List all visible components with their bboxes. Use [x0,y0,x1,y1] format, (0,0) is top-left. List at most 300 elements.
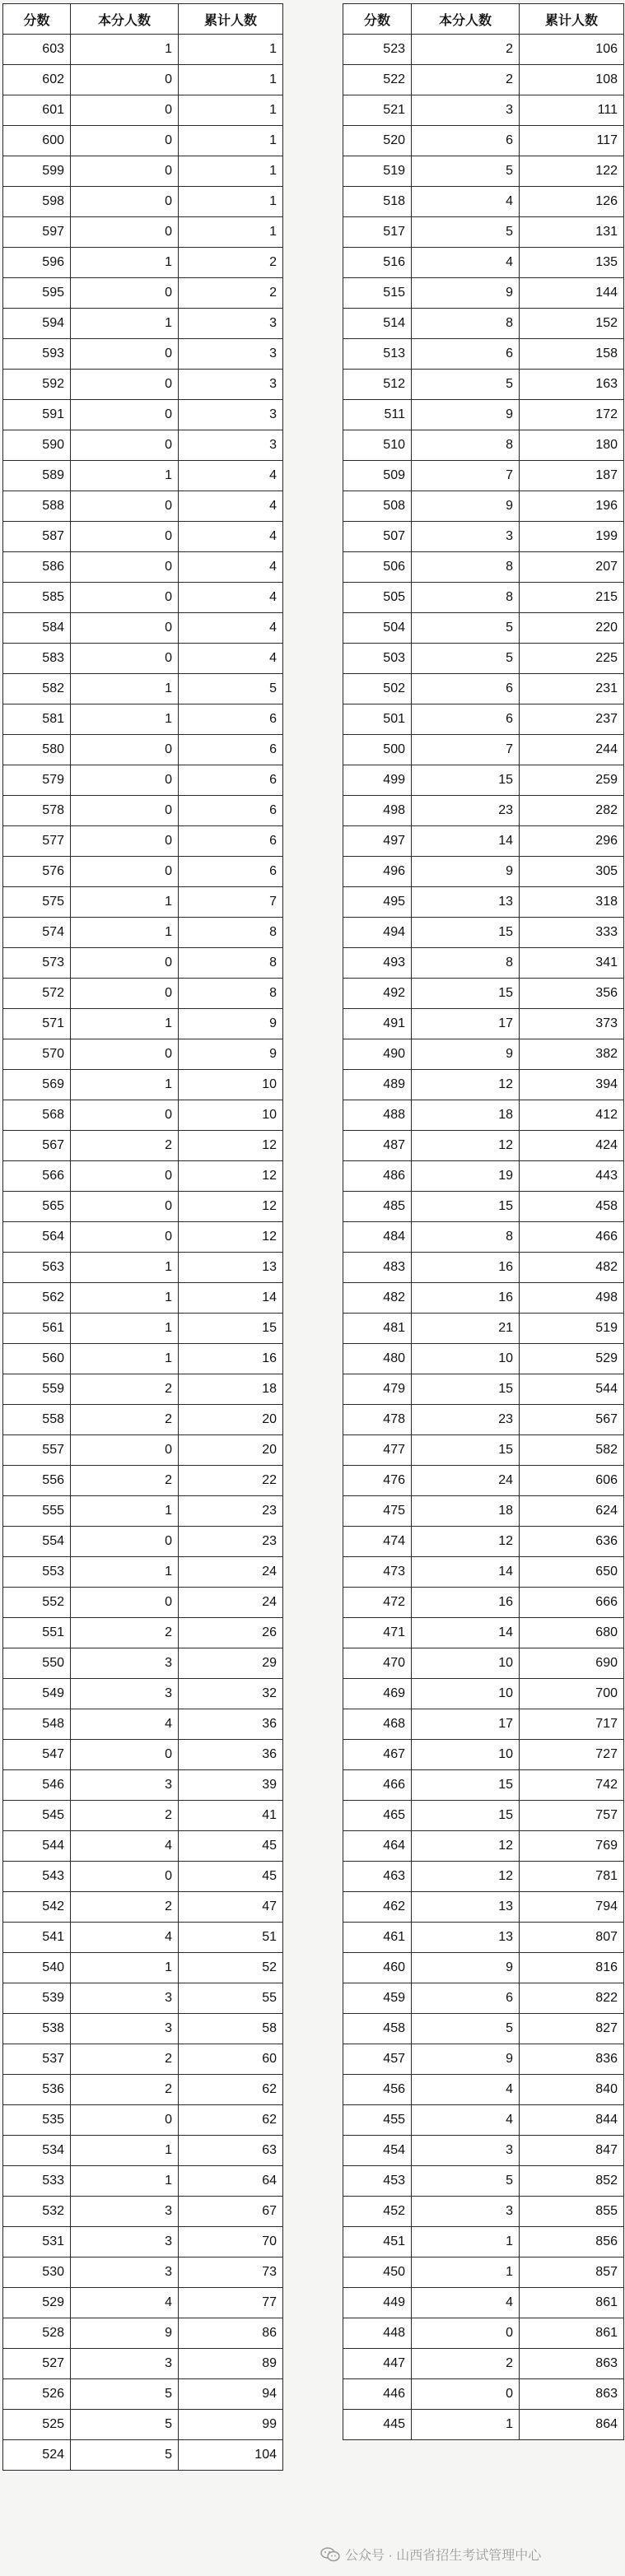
cell-score: 579 [3,765,71,796]
cell-count: 16 [412,1253,520,1283]
table-row [3,370,283,400]
cell-score: 589 [3,461,71,491]
table-row [3,156,283,187]
cell-count: 6 [412,674,520,704]
table-row [3,1496,283,1527]
cell-score: 454 [343,2136,412,2166]
cell-cumulative: 1 [179,217,283,248]
table-row [343,309,624,339]
cell-cumulative: 6 [179,735,283,765]
cell-score: 549 [3,1679,71,1709]
cell-score: 523 [343,35,412,65]
cell-cumulative: 12 [179,1161,283,1192]
cell-cumulative: 2 [179,248,283,278]
cell-score: 486 [343,1161,412,1192]
cell-score: 597 [3,217,71,248]
cell-count: 9 [412,491,520,522]
cell-score: 564 [3,1222,71,1253]
cell-score: 555 [3,1496,71,1527]
cell-count: 23 [412,796,520,826]
table-row [343,2105,624,2136]
cell-cumulative: 1 [179,95,283,126]
cell-cumulative: 305 [520,857,624,887]
table-row [343,918,624,948]
cell-count: 5 [412,644,520,674]
cell-score: 544 [3,1831,71,1862]
cell-score: 576 [3,857,71,887]
cell-count: 8 [412,1222,520,1253]
cell-count: 2 [71,1618,179,1648]
cell-cumulative: 135 [520,248,624,278]
cell-score: 594 [3,309,71,339]
cell-cumulative: 8 [179,948,283,979]
cell-score: 578 [3,796,71,826]
cell-count: 1 [71,248,179,278]
table-row [3,461,283,491]
cell-score: 577 [3,826,71,857]
cell-count: 0 [71,735,179,765]
cell-count: 16 [412,1588,520,1618]
table-row [343,2318,624,2349]
cell-count: 14 [412,1557,520,1588]
cell-count: 6 [412,704,520,735]
cell-score: 485 [343,1192,412,1222]
cell-cumulative: 16 [179,1344,283,1374]
table-row [3,1709,283,1740]
cell-cumulative: 727 [520,1740,624,1770]
cell-cumulative: 6 [179,704,283,735]
table-row [3,735,283,765]
cell-cumulative: 26 [179,1618,283,1648]
cell-cumulative: 231 [520,674,624,704]
column-header-score: 分数 [343,4,412,35]
cell-score: 472 [343,1588,412,1618]
table-row [3,2410,283,2440]
cell-count: 10 [412,1679,520,1709]
cell-cumulative: 67 [179,2197,283,2227]
table-row [3,704,283,735]
column-header-count: 本分人数 [412,4,520,35]
cell-cumulative: 23 [179,1527,283,1557]
cell-cumulative: 466 [520,1222,624,1253]
table-row [3,1679,283,1709]
cell-score: 505 [343,583,412,613]
cell-cumulative: 10 [179,1100,283,1131]
cell-score: 558 [3,1405,71,1435]
cell-count: 0 [71,613,179,644]
cell-count: 3 [71,1770,179,1801]
cell-count: 10 [412,1740,520,1770]
cell-cumulative: 20 [179,1405,283,1435]
cell-cumulative: 742 [520,1770,624,1801]
cell-cumulative: 836 [520,2044,624,2075]
cell-count: 0 [71,979,179,1009]
cell-count: 0 [71,217,179,248]
cell-score: 581 [3,704,71,735]
cell-count: 3 [71,1648,179,1679]
cell-score: 450 [343,2257,412,2288]
table-row [3,1009,283,1039]
cell-count: 9 [412,1953,520,1983]
cell-count: 0 [71,583,179,613]
cell-cumulative: 781 [520,1862,624,1892]
cell-count: 0 [71,370,179,400]
cell-score: 573 [3,948,71,979]
cell-cumulative: 822 [520,1983,624,2014]
cell-count: 10 [412,1344,520,1374]
cell-count: 15 [412,1801,520,1831]
cell-cumulative: 4 [179,583,283,613]
cell-score: 470 [343,1648,412,1679]
table-row [3,1435,283,1466]
cell-count: 6 [412,1983,520,2014]
cell-cumulative: 6 [179,857,283,887]
cell-score: 496 [343,857,412,887]
cell-count: 6 [412,126,520,156]
table-row [3,217,283,248]
cell-count: 1 [71,309,179,339]
table-row [343,1161,624,1192]
cell-cumulative: 60 [179,2044,283,2075]
cell-cumulative: 77 [179,2288,283,2318]
cell-cumulative: 856 [520,2227,624,2257]
cell-score: 552 [3,1588,71,1618]
cell-score: 512 [343,370,412,400]
cell-count: 6 [412,339,520,370]
table-row [343,1283,624,1314]
cell-cumulative: 282 [520,796,624,826]
table-row [3,979,283,1009]
cell-count: 12 [412,1862,520,1892]
cell-cumulative: 207 [520,552,624,583]
cell-score: 593 [3,339,71,370]
cell-cumulative: 412 [520,1100,624,1131]
cell-score: 479 [343,1374,412,1405]
cell-score: 447 [343,2349,412,2379]
cell-cumulative: 14 [179,1283,283,1314]
cell-cumulative: 757 [520,1801,624,1831]
cell-score: 471 [343,1618,412,1648]
table-row [3,278,283,309]
cell-cumulative: 3 [179,339,283,370]
cell-cumulative: 519 [520,1314,624,1344]
cell-score: 446 [343,2379,412,2410]
cell-score: 546 [3,1770,71,1801]
cell-score: 582 [3,674,71,704]
cell-cumulative: 131 [520,217,624,248]
cell-cumulative: 341 [520,948,624,979]
cell-count: 4 [412,187,520,217]
table-row [3,826,283,857]
table-row [343,1801,624,1831]
cell-count: 2 [71,2075,179,2105]
cell-count: 3 [412,95,520,126]
cell-count: 1 [71,887,179,918]
cell-cumulative: 8 [179,918,283,948]
table-row [343,735,624,765]
table-row [3,1648,283,1679]
cell-count: 3 [71,2349,179,2379]
score-table-left [2,3,283,2471]
cell-count: 17 [412,1709,520,1740]
cell-cumulative: 15 [179,1314,283,1344]
cell-count: 4 [71,1831,179,1862]
cell-count: 0 [71,156,179,187]
cell-score: 467 [343,1740,412,1770]
cell-score: 461 [343,1923,412,1953]
table-row [343,370,624,400]
table-row [343,187,624,217]
table-row [3,2379,283,2410]
cell-cumulative: 458 [520,1192,624,1222]
table-row [343,765,624,796]
cell-score: 452 [343,2197,412,2227]
table-row [3,1222,283,1253]
cell-score: 509 [343,461,412,491]
cell-cumulative: 122 [520,156,624,187]
cell-score: 448 [343,2318,412,2349]
cell-score: 460 [343,1953,412,1983]
cell-cumulative: 857 [520,2257,624,2288]
cell-score: 571 [3,1009,71,1039]
cell-cumulative: 47 [179,1892,283,1923]
cell-score: 520 [343,126,412,156]
cell-count: 9 [412,400,520,430]
cell-count: 1 [71,1496,179,1527]
cell-score: 514 [343,309,412,339]
cell-cumulative: 220 [520,613,624,644]
cell-count: 0 [71,1222,179,1253]
cell-score: 480 [343,1344,412,1374]
cell-score: 591 [3,400,71,430]
cell-count: 0 [71,95,179,126]
cell-cumulative: 807 [520,1923,624,1953]
cell-cumulative: 861 [520,2318,624,2349]
cell-cumulative: 64 [179,2166,283,2197]
cell-count: 1 [71,1557,179,1588]
cell-cumulative: 1 [179,156,283,187]
cell-count: 5 [412,217,520,248]
cell-cumulative: 163 [520,370,624,400]
cell-count: 9 [412,2044,520,2075]
cell-score: 475 [343,1496,412,1527]
cell-score: 554 [3,1527,71,1557]
cell-score: 474 [343,1527,412,1557]
cell-cumulative: 717 [520,1709,624,1740]
column-header-cumulative: 累计人数 [520,4,624,35]
cell-score: 528 [3,2318,71,2349]
cell-count: 12 [412,1131,520,1161]
table-row [3,2349,283,2379]
cell-count: 5 [412,2166,520,2197]
cell-score: 510 [343,430,412,461]
cell-score: 494 [343,918,412,948]
cell-score: 453 [343,2166,412,2197]
cell-count: 5 [71,2440,179,2471]
table-row [3,1740,283,1770]
column-header-cumulative: 累计人数 [179,4,283,35]
table-row [343,1983,624,2014]
cell-cumulative: 86 [179,2318,283,2349]
cell-count: 13 [412,887,520,918]
cell-count: 1 [71,1953,179,1983]
cell-cumulative: 24 [179,1588,283,1618]
cell-count: 21 [412,1314,520,1344]
cell-count: 1 [71,1070,179,1100]
table-row [343,2349,624,2379]
cell-count: 1 [71,1314,179,1344]
table-row [343,1496,624,1527]
cell-cumulative: 3 [179,309,283,339]
cell-cumulative: 3 [179,400,283,430]
cell-score: 459 [343,1983,412,2014]
cell-cumulative: 794 [520,1892,624,1923]
cell-cumulative: 3 [179,430,283,461]
cell-cumulative: 108 [520,65,624,95]
table-row [343,796,624,826]
table-row [3,2014,283,2044]
cell-score: 511 [343,400,412,430]
table-row [3,35,283,65]
cell-cumulative: 333 [520,918,624,948]
cell-score: 507 [343,522,412,552]
cell-cumulative: 840 [520,2075,624,2105]
table-row [3,1192,283,1222]
cell-cumulative: 498 [520,1283,624,1314]
cell-count: 16 [412,1283,520,1314]
cell-cumulative: 196 [520,491,624,522]
cell-score: 585 [3,583,71,613]
cell-score: 538 [3,2014,71,2044]
cell-count: 0 [71,1740,179,1770]
watermark-text: 公众号 · 山西省招生考试管理中心 [345,2549,542,2563]
table-row [343,1039,624,1070]
table-row [343,1070,624,1100]
cell-score: 574 [3,918,71,948]
table-row [343,2166,624,2197]
table-row [343,1435,624,1466]
cell-cumulative: 1 [179,126,283,156]
table-row [343,1588,624,1618]
cell-score: 547 [3,1740,71,1770]
table-row [3,1283,283,1314]
cell-count: 0 [71,1588,179,1618]
cell-count: 3 [412,522,520,552]
table-row [343,2410,624,2440]
cell-score: 551 [3,1618,71,1648]
cell-cumulative: 259 [520,765,624,796]
cell-score: 487 [343,1131,412,1161]
cell-score: 563 [3,1253,71,1283]
cell-cumulative: 847 [520,2136,624,2166]
table-row [343,248,624,278]
cell-cumulative: 144 [520,278,624,309]
cell-cumulative: 29 [179,1648,283,1679]
cell-count: 1 [71,1344,179,1374]
cell-count: 2 [71,1892,179,1923]
table-row [343,1222,624,1253]
cell-score: 601 [3,95,71,126]
cell-cumulative: 52 [179,1953,283,1983]
cell-score: 502 [343,674,412,704]
table-row [343,674,624,704]
cell-count: 15 [412,765,520,796]
cell-cumulative: 39 [179,1770,283,1801]
cell-cumulative: 13 [179,1253,283,1283]
cell-count: 5 [412,370,520,400]
cell-cumulative: 864 [520,2410,624,2440]
cell-count: 4 [412,2288,520,2318]
cell-count: 0 [71,857,179,887]
table-row [343,1679,624,1709]
table-row [3,1770,283,1801]
cell-score: 603 [3,35,71,65]
cell-count: 3 [71,2227,179,2257]
table-row [343,887,624,918]
table-row [3,1618,283,1648]
cell-score: 499 [343,765,412,796]
cell-count: 8 [412,948,520,979]
cell-count: 15 [412,979,520,1009]
cell-count: 2 [71,1405,179,1435]
cell-score: 456 [343,2075,412,2105]
cell-score: 493 [343,948,412,979]
cell-cumulative: 12 [179,1222,283,1253]
cell-count: 5 [71,2379,179,2410]
cell-score: 498 [343,796,412,826]
cell-cumulative: 296 [520,826,624,857]
cell-score: 519 [343,156,412,187]
cell-score: 590 [3,430,71,461]
table-row [343,1892,624,1923]
cell-count: 3 [412,2136,520,2166]
cell-score: 562 [3,1283,71,1314]
cell-count: 1 [71,35,179,65]
cell-score: 469 [343,1679,412,1709]
cell-count: 4 [71,1709,179,1740]
cell-cumulative: 36 [179,1740,283,1770]
table-row [3,2288,283,2318]
table-row [343,156,624,187]
table-row [343,1405,624,1435]
table-row [3,2227,283,2257]
table-row [3,644,283,674]
cell-score: 497 [343,826,412,857]
cell-score: 586 [3,552,71,583]
table-row [343,704,624,735]
cell-score: 490 [343,1039,412,1070]
cell-count: 14 [412,1618,520,1648]
cell-count: 12 [412,1831,520,1862]
column-header-count: 本分人数 [71,4,179,35]
cell-score: 537 [3,2044,71,2075]
cell-count: 8 [412,430,520,461]
table-row [3,2257,283,2288]
table-row [343,2014,624,2044]
cell-count: 12 [412,1070,520,1100]
score-table-right [343,3,624,2440]
cell-score: 534 [3,2136,71,2166]
cell-cumulative: 855 [520,2197,624,2227]
cell-cumulative: 6 [179,796,283,826]
cell-cumulative: 70 [179,2227,283,2257]
cell-count: 0 [71,126,179,156]
table-row [3,1923,283,1953]
table-row [3,1527,283,1557]
cell-score: 515 [343,278,412,309]
wechat-icon [320,2547,340,2562]
table-row [3,857,283,887]
